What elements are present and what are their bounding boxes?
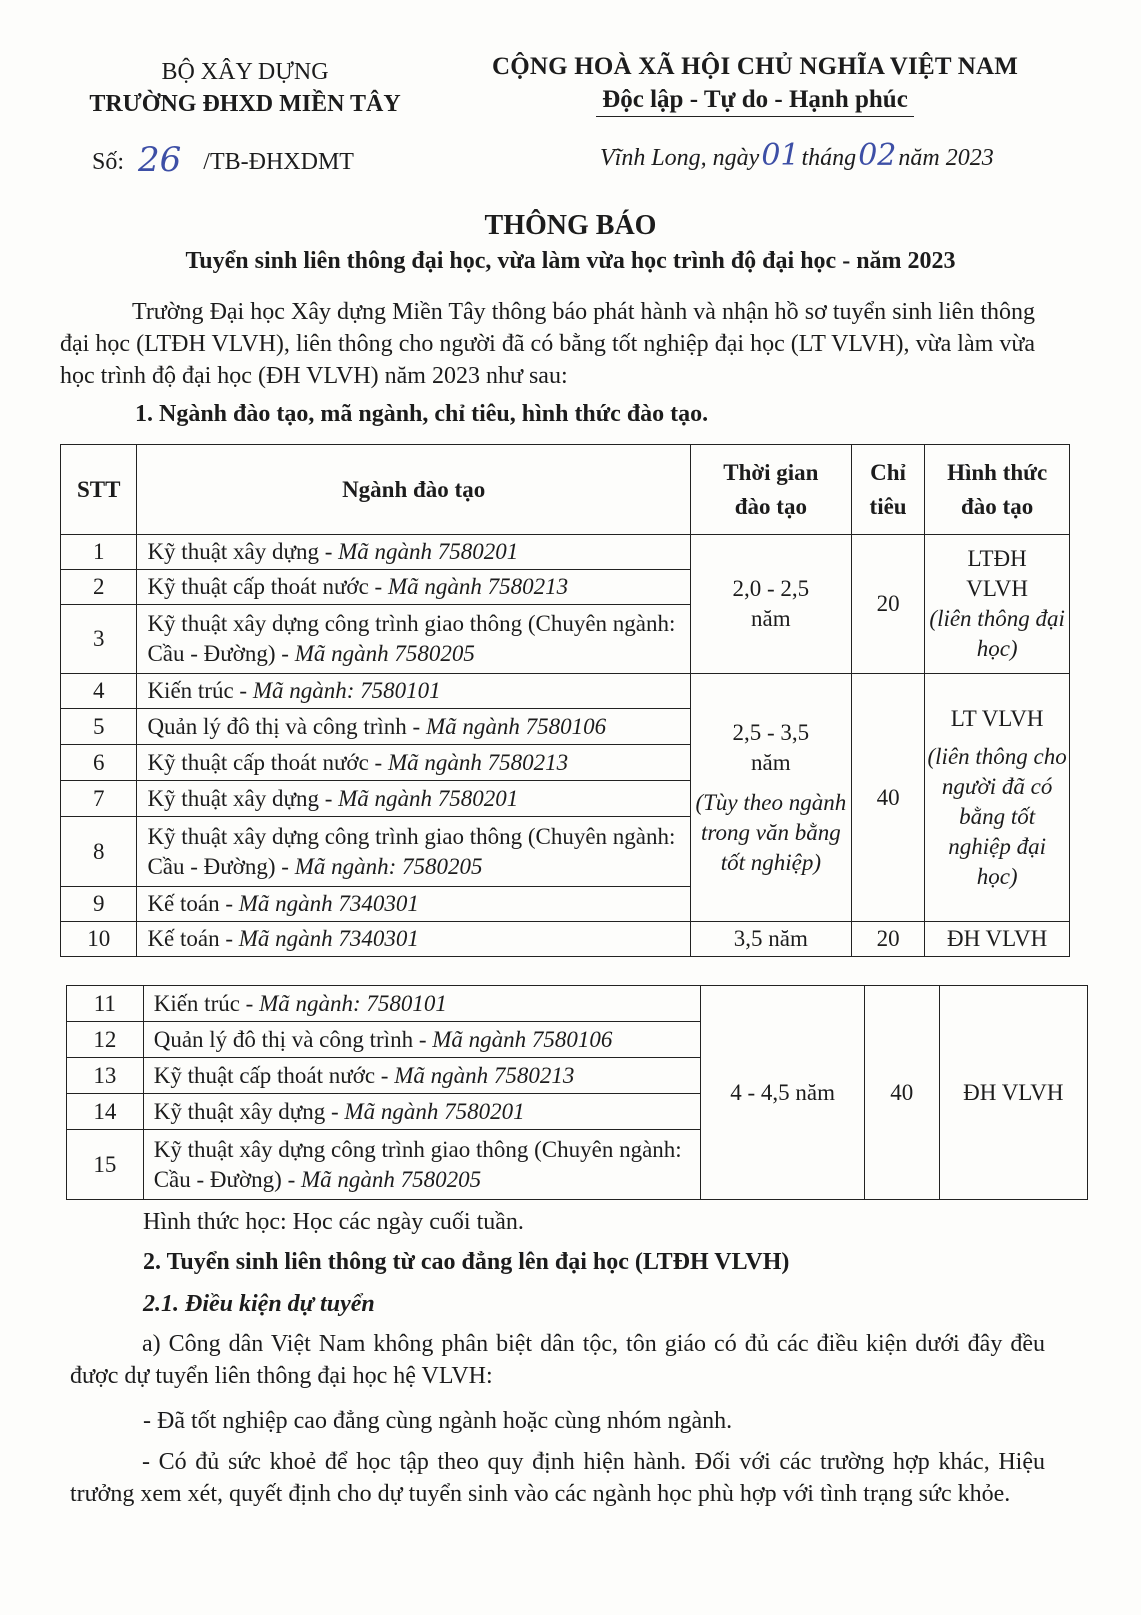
section-1-heading: 1. Ngành đào tạo, mã ngành, chỉ tiêu, hình thức đào tạo. xyxy=(135,401,709,427)
condition-bullet-1: - Đã tốt nghiệp cao đẳng cùng ngành hoặc cùng nhóm ngành. xyxy=(143,1408,733,1434)
date-month-handwritten: 02 xyxy=(858,138,897,173)
date-month-label: tháng xyxy=(801,145,857,171)
table-header-row xyxy=(61,445,1070,535)
group-3-duration: 3,5 năm xyxy=(690,922,851,957)
table-row: 11 Kiến trúc - Mã ngành: 7580101 4 - 4,5 năm 40 ĐH VLVH xyxy=(67,986,1088,1022)
motto-underline xyxy=(596,116,914,117)
document-number xyxy=(92,138,354,178)
group-4-duration: 4 - 4,5 năm xyxy=(701,986,865,1200)
table-row: 15 Kỹ thuật xây dựng công trình giao thông (Chuyên ngành: Cầu - Đường) - Mã ngành 7580205 xyxy=(67,1130,1088,1200)
study-form-note: Hình thức học: Học các ngày cuối tuần. xyxy=(143,1209,524,1235)
nation-name: CỘNG HOÀ XÃ HỘI CHỦ NGHĨA VIỆT NAM xyxy=(491,53,1019,80)
group-4-form: ĐH VLVH xyxy=(939,986,1087,1200)
table-row: 2 Kỹ thuật cấp thoát nước - Mã ngành 7580213 xyxy=(61,570,1070,605)
group-2-quota: 40 xyxy=(851,674,924,922)
table-row: 7 Kỹ thuật xây dựng - Mã ngành 7580201 xyxy=(61,781,1070,817)
header-major: Ngành đào tạo xyxy=(137,445,690,535)
table-row: 13 Kỹ thuật cấp thoát nước - Mã ngành 7580213 xyxy=(67,1058,1088,1094)
document-date xyxy=(600,138,994,173)
group-1-quota: 20 xyxy=(851,535,924,674)
motto: Độc lập - Tự do - Hạnh phúc xyxy=(602,86,908,113)
table-row: 8 Kỹ thuật xây dựng công trình giao thông (Chuyên ngành: Cầu - Đường) - Mã ngành: 7580205 xyxy=(61,817,1070,887)
condition-bullet-2: - Có đủ sức khoẻ để học tập theo quy định hiện hành. Đối với các trường hợp khác, Hiệu trưởng xem xét, quyết định cho dự tuyển sinh vào các ngành học phù hợp với tình trạng sức khỏe. xyxy=(70,1449,1045,1507)
group-1-form: LTĐH VLVH (liên thông đại học) xyxy=(925,535,1070,674)
group-1-duration: 2,0 - 2,5 năm xyxy=(690,535,851,674)
paragraph-a: a) Công dân Việt Nam không phân biệt dân tộc, tôn giáo có đủ các điều kiện dưới đây đều được dự tuyển liên thông đại học hệ VLVH: xyxy=(70,1331,1045,1389)
header-quota: Chỉ tiêu xyxy=(851,445,924,535)
header-form: Hình thức đào tạo xyxy=(925,445,1070,535)
date-year: năm 2023 xyxy=(898,145,994,171)
majors-table xyxy=(60,444,1070,957)
intro-paragraph: Trường Đại học Xây dựng Miền Tây thông báo phát hành và nhận hồ sơ tuyển sinh liên thông đại học (LTĐH VLVH), liên thông cho người đã có bằng tốt nghiệp đại học (LT VLVH), vừa làm vừa học trình độ đại học (ĐH VLVH) năm 2023 như sau: xyxy=(60,299,1035,389)
date-day-handwritten: 01 xyxy=(761,138,800,173)
number-suffix: /TB-ĐHXDMT xyxy=(203,149,354,175)
document-title: THÔNG BÁO xyxy=(484,210,657,241)
number-label: Số: xyxy=(92,149,125,175)
table-row: 14 Kỹ thuật xây dựng - Mã ngành 7580201 xyxy=(67,1094,1088,1130)
issuer-block xyxy=(60,56,430,120)
table-row: 5 Quản lý đô thị và công trình - Mã ngành 7580106 xyxy=(61,709,1070,745)
section-2-1-heading: 2.1. Điều kiện dự tuyển xyxy=(143,1291,375,1317)
table-row: 9 Kế toán - Mã ngành 7340301 xyxy=(61,887,1070,922)
document-subtitle: Tuyển sinh liên thông đại học, vừa làm vừa học trình độ đại học - năm 2023 xyxy=(185,248,956,274)
group-4-quota: 40 xyxy=(864,986,939,1200)
table-row: 10 Kế toán - Mã ngành 7340301 3,5 năm 20 ĐH VLVH xyxy=(61,922,1070,957)
school-name: TRƯỜNG ĐHXD MIỀN TÂY xyxy=(89,91,401,117)
national-header xyxy=(450,50,1060,117)
header-duration: Thời gian đào tạo xyxy=(690,445,851,535)
section-2-heading: 2. Tuyển sinh liên thông từ cao đẳng lên đại học (LTĐH VLVH) xyxy=(143,1249,790,1275)
table-row: 12 Quản lý đô thị và công trình - Mã ngành 7580106 xyxy=(67,1022,1088,1058)
table-row: 6 Kỹ thuật cấp thoát nước - Mã ngành 7580213 xyxy=(61,745,1070,781)
table-row: 1 Kỹ thuật xây dựng - Mã ngành 7580201 2,0 - 2,5 năm 20 LTĐH VLVH (liên thông đại học) xyxy=(61,535,1070,570)
table-row: 3 Kỹ thuật xây dựng công trình giao thông (Chuyên ngành: Cầu - Đường) - Mã ngành 7580205 xyxy=(61,605,1070,674)
table-row: 4 Kiến trúc - Mã ngành: 7580101 2,5 - 3,5 năm (Tùy theo ngành trong văn bằng tốt nghiệp) 40 LT VLVH (liên thông cho người đã có bằng tốt nghiệp đại học) xyxy=(61,674,1070,709)
number-handwritten: 26 xyxy=(138,140,182,180)
group-2-form: LT VLVH (liên thông cho người đã có bằng tốt nghiệp đại học) xyxy=(925,674,1070,922)
ministry-name: BỘ XÂY DỰNG xyxy=(161,59,329,85)
group-3-form: ĐH VLVH xyxy=(925,922,1070,957)
date-prefix: Vĩnh Long, ngày xyxy=(600,145,760,171)
group-2-duration: 2,5 - 3,5 năm (Tùy theo ngành trong văn bằng tốt nghiệp) xyxy=(690,674,851,922)
group-3-quota: 20 xyxy=(851,922,924,957)
header-stt: STT xyxy=(61,445,137,535)
majors-table-continued xyxy=(66,985,1088,1200)
